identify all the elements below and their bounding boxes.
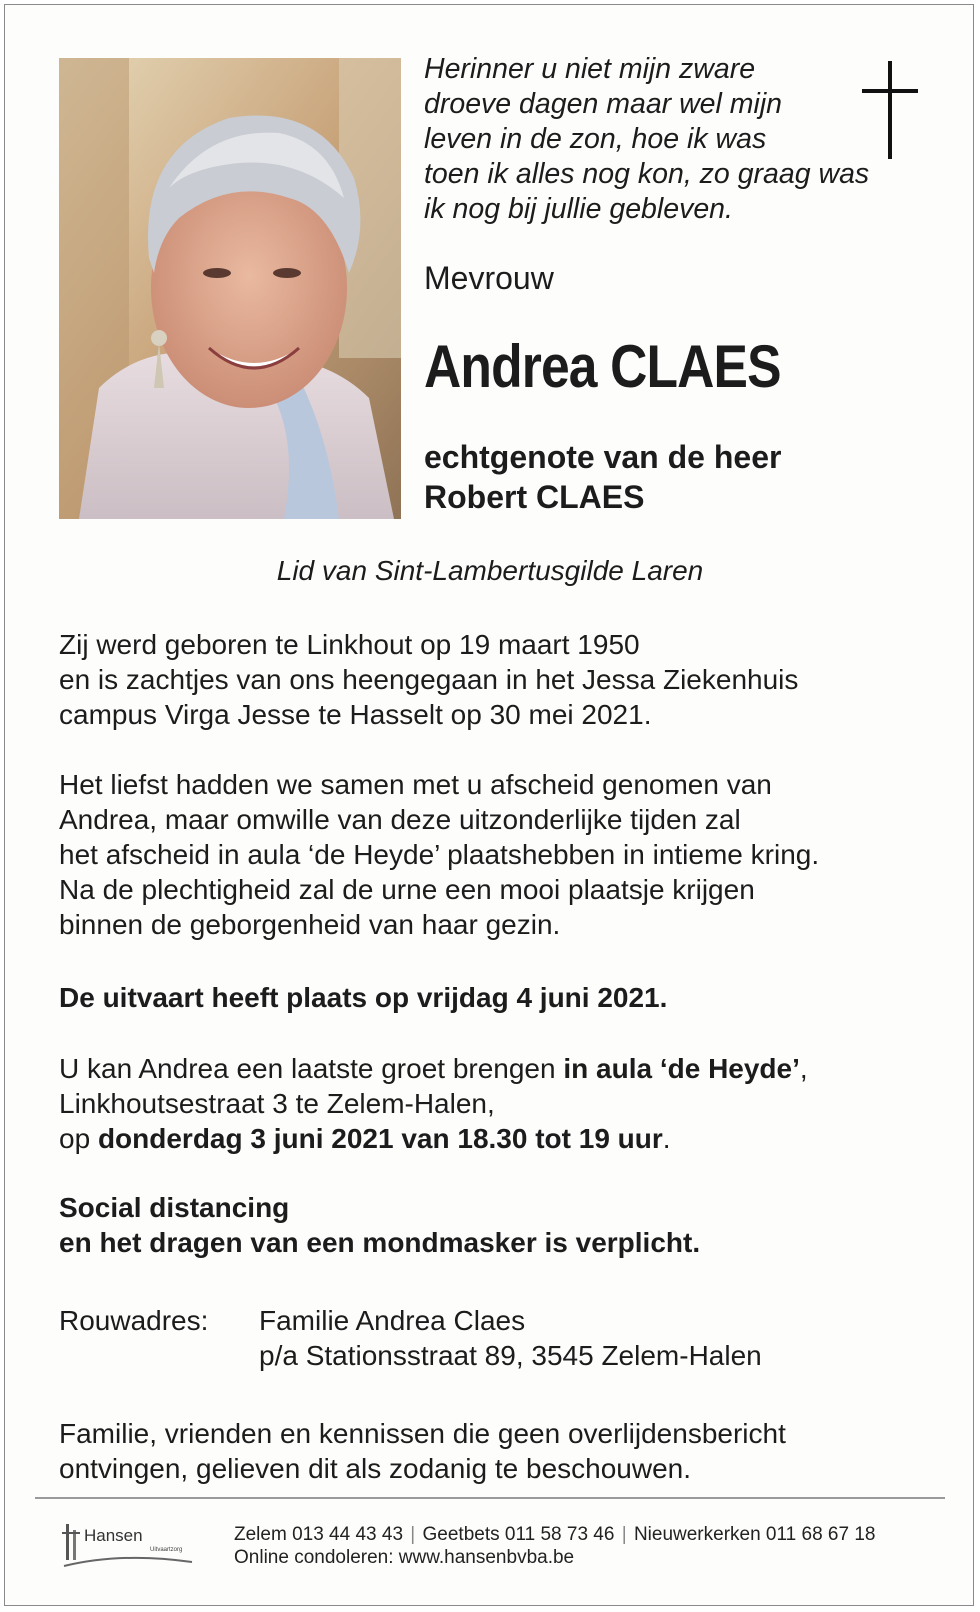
separator: | bbox=[410, 1524, 416, 1545]
visitation-paragraph bbox=[59, 1051, 939, 1156]
guild-membership: Lid van Sint-Lambertusgilde Laren bbox=[276, 555, 704, 586]
covid-notice bbox=[59, 1190, 939, 1260]
funeral-date: De uitvaart heeft plaats op vrijdag 4 juni 2021. bbox=[59, 982, 668, 1013]
text-line: en is zachtjes van ons heengegaan in het Jessa Ziekenhuis bbox=[59, 664, 799, 695]
text-line: Familie, vrienden en kennissen die geen overlijdensbericht bbox=[59, 1418, 786, 1449]
text-line: campus Virga Jesse te Hasselt op 30 mei 2021. bbox=[59, 699, 652, 730]
spouse-line: Robert CLAES bbox=[424, 479, 645, 515]
text-line bbox=[59, 1051, 939, 1086]
poem-line: droeve dagen maar wel mijn bbox=[424, 88, 783, 120]
poem-line: Herinner u niet mijn zware bbox=[424, 53, 756, 85]
text-line: Linkhoutsestraat 3 te Zelem-Halen, bbox=[59, 1088, 495, 1119]
deceased-name: Andrea CLAES bbox=[424, 333, 781, 400]
text-segment: . bbox=[662, 1123, 671, 1154]
phone-geetbets: Geetbets 011 58 73 46 bbox=[422, 1524, 615, 1545]
address-label: Rouwadres: bbox=[59, 1305, 209, 1336]
birth-paragraph bbox=[59, 627, 939, 732]
text-line bbox=[59, 1303, 939, 1338]
spouse-line: echtgenote van de heer bbox=[424, 439, 782, 475]
poem-line: leven in de zon, hoe ik was bbox=[424, 123, 767, 155]
text-line: binnen de geborgenheid van haar gezin. bbox=[59, 909, 561, 940]
poem-line: toen ik alles nog kon, zo graag was bbox=[424, 158, 870, 190]
online-condolence-link[interactable]: Online condoleren: www.hansenbvba.be bbox=[234, 1547, 575, 1568]
spouse-info bbox=[424, 437, 781, 517]
text-line: Andrea, maar omwille van deze uitzonderlijke tijden zal bbox=[59, 804, 741, 835]
phone-zelem: Zelem 013 44 43 43 bbox=[234, 1524, 404, 1545]
text-line: ontvingen, gelieven dit als zodanig te beschouwen. bbox=[59, 1453, 691, 1484]
text-line: Zij werd geboren te Linkhout op 19 maart 1950 bbox=[59, 629, 640, 660]
portrait-illustration bbox=[59, 58, 401, 519]
logo-subtitle: Uitvaartzorg bbox=[150, 1547, 183, 1553]
farewell-paragraph bbox=[59, 767, 939, 942]
mourning-address bbox=[59, 1303, 939, 1373]
text-line: Het liefst hadden we samen met u afscheid genomen van bbox=[59, 769, 772, 800]
logo-brand: Hansen bbox=[84, 1526, 143, 1545]
text-line bbox=[59, 1121, 939, 1156]
cross-icon bbox=[862, 61, 922, 161]
phone-nieuwerkerken: Nieuwerkerken 011 68 67 18 bbox=[633, 1524, 876, 1545]
footer-contacts bbox=[234, 1523, 875, 1569]
text-line: Na de plechtigheid zal de urne een mooi plaatsje krijgen bbox=[59, 874, 755, 905]
footer-divider bbox=[35, 1497, 945, 1499]
text-line: het afscheid in aula ‘de Heyde’ plaatshebben in intieme kring. bbox=[59, 839, 820, 870]
salutation: Mevrouw bbox=[424, 260, 554, 296]
poem-line: ik nog bij jullie gebleven. bbox=[424, 193, 733, 225]
text-segment-bold: in aula ‘de Heyde’ bbox=[563, 1053, 800, 1084]
closing-paragraph bbox=[59, 1416, 939, 1486]
memorial-poem bbox=[424, 52, 924, 227]
address-line: p/a Stationsstraat 89, 3545 Zelem-Halen bbox=[259, 1340, 762, 1371]
text-segment: , bbox=[799, 1053, 808, 1084]
address-line: Familie Andrea Claes bbox=[259, 1305, 526, 1336]
separator: | bbox=[621, 1524, 627, 1545]
text-line: en het dragen van een mondmasker is verplicht. bbox=[59, 1227, 701, 1258]
portrait-photo bbox=[59, 58, 401, 519]
text-line: Social distancing bbox=[59, 1192, 290, 1223]
text-segment: U kan Andrea een laatste groet brengen bbox=[59, 1053, 564, 1084]
phone-numbers bbox=[234, 1523, 875, 1546]
text-segment-bold: donderdag 3 juni 2021 van 18.30 tot 19 uur bbox=[97, 1123, 663, 1154]
funeral-home-logo bbox=[62, 1522, 197, 1572]
text-segment: op bbox=[59, 1123, 98, 1154]
